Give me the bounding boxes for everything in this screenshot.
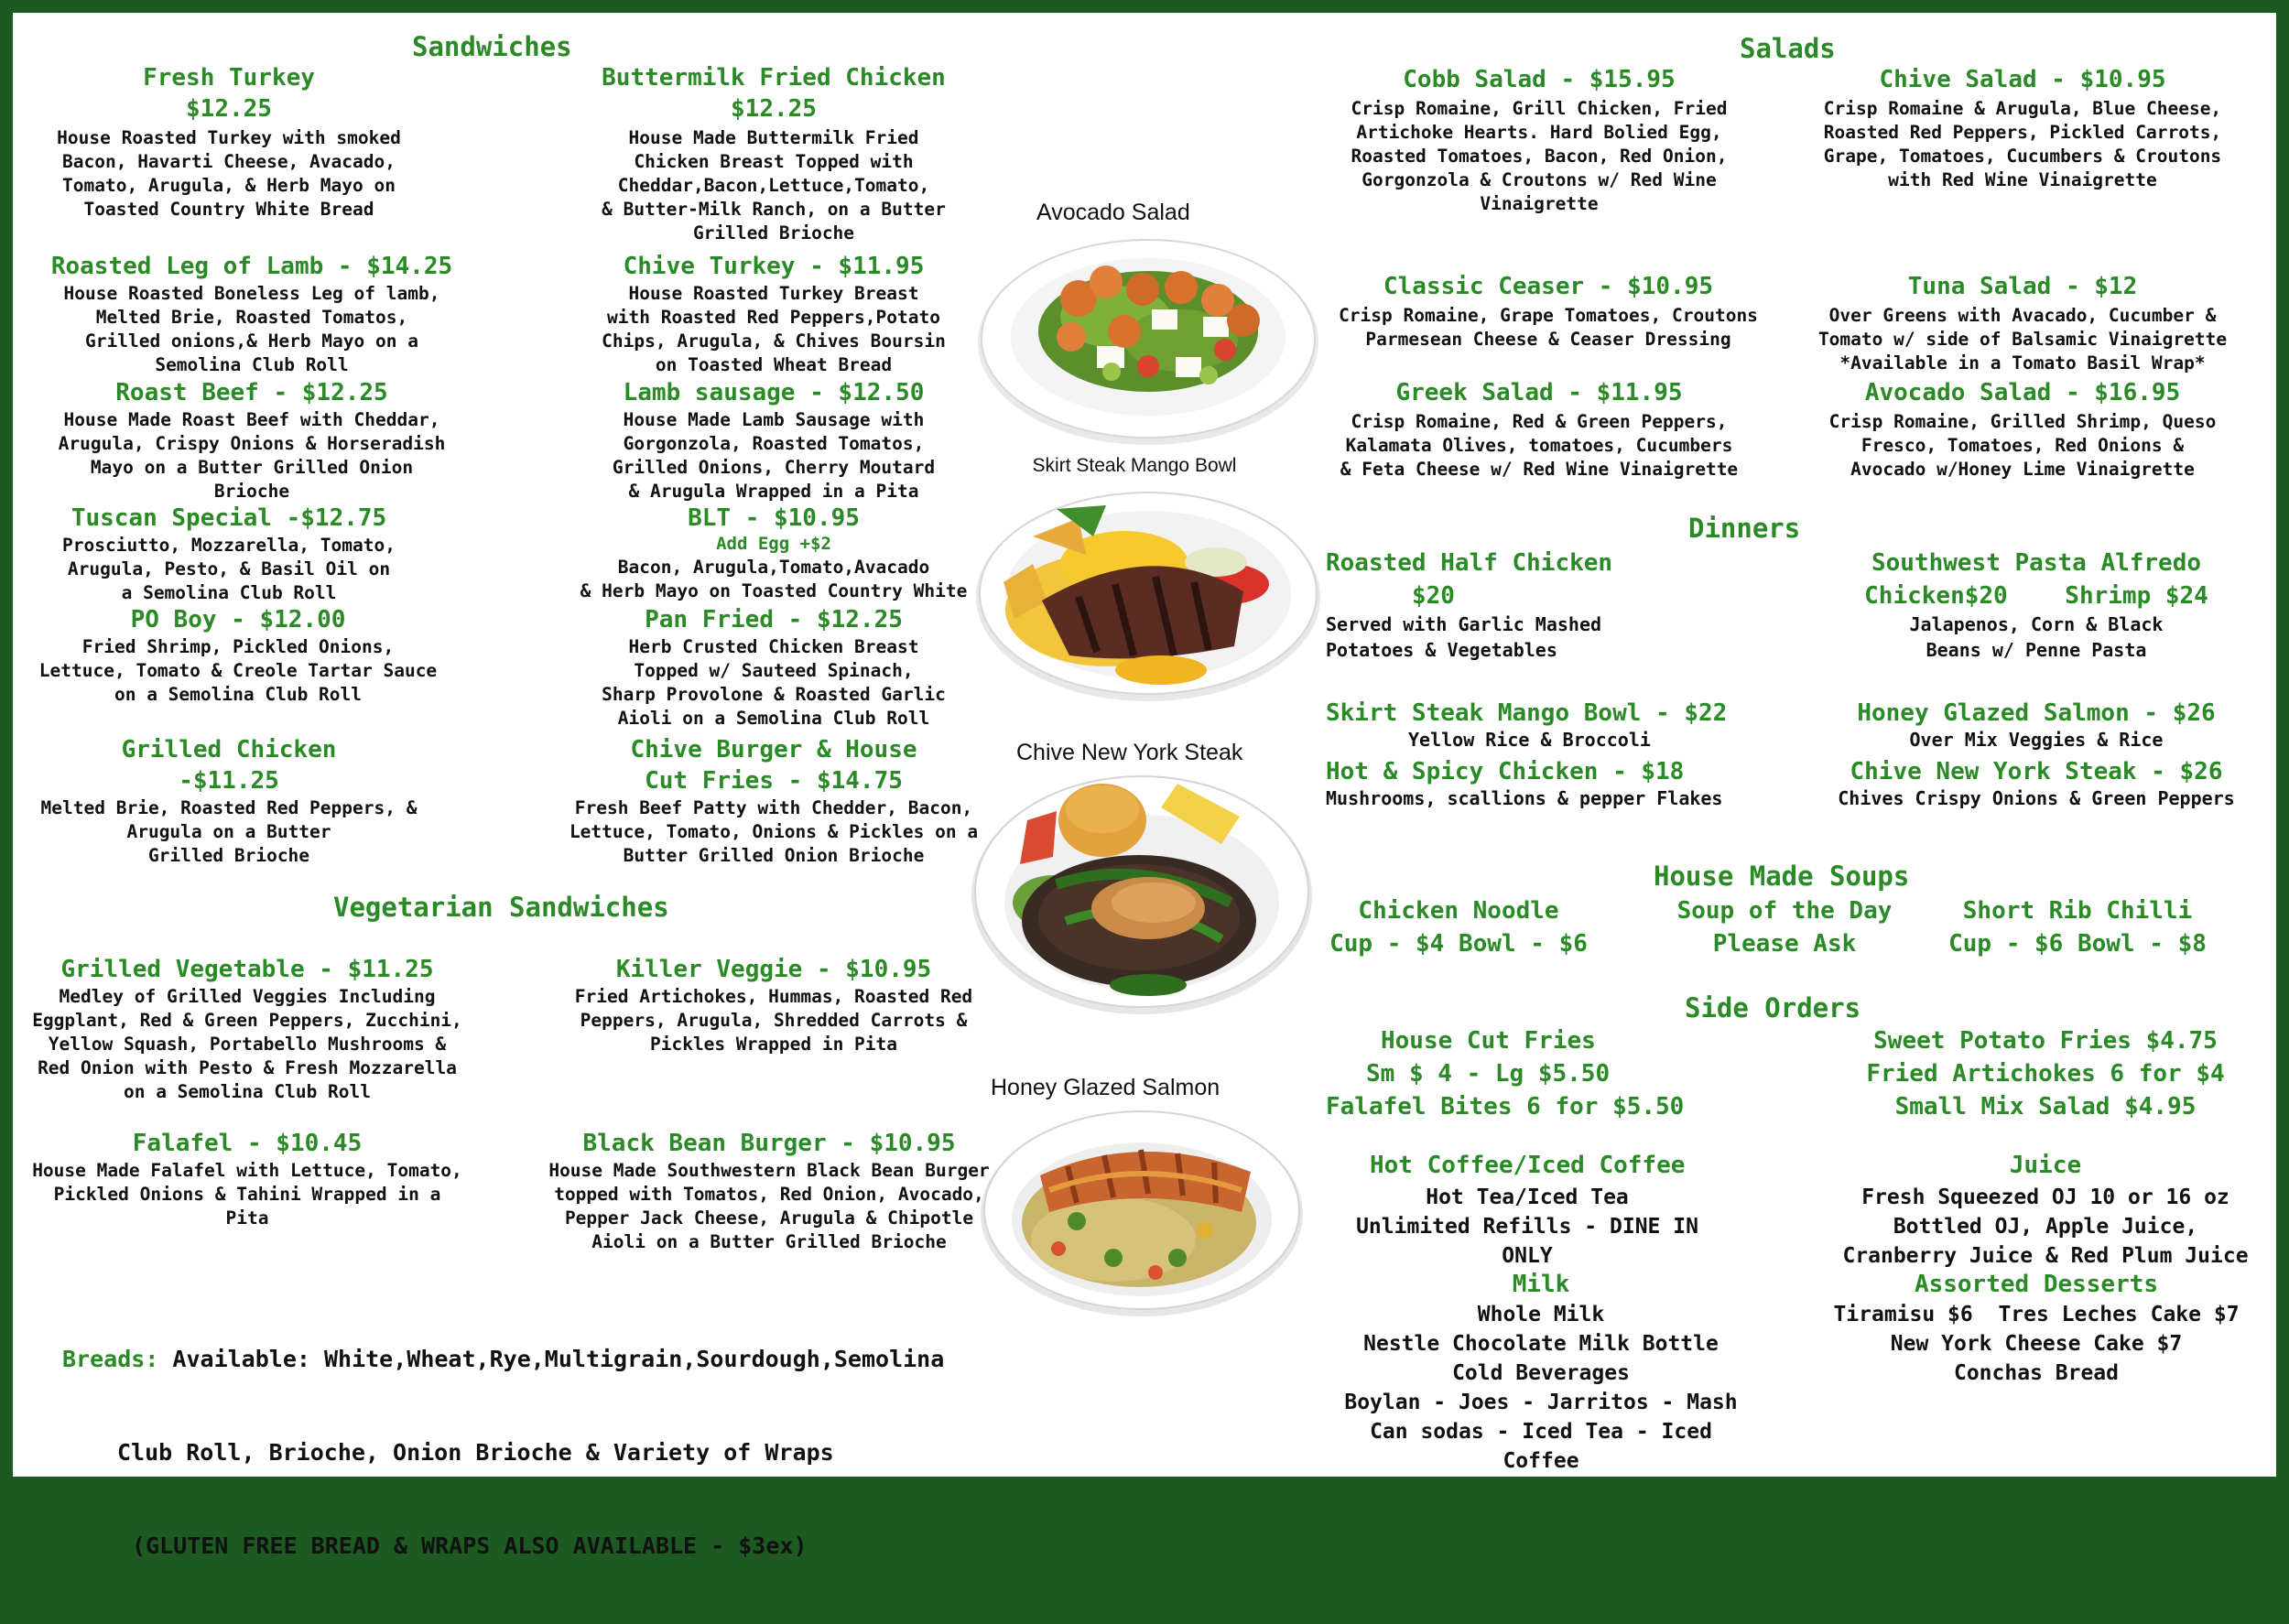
item-description: Crisp Romaine, Grilled Shrimp, Queso Fresco, Tomatoes, Red Onions & Avocado w/Honey Lime Vinaigrette [1828, 411, 2217, 480]
desserts-heading: Assorted Desserts [1914, 1271, 2159, 1298]
item-price: -$11.25 [179, 767, 279, 795]
menu-item-roasted-half-chicken [1326, 549, 1729, 663]
side-item: Sm $ 4 - Lg $5.50 [1366, 1060, 1611, 1088]
photo-label-salmon: Honey Glazed Salmon [991, 1075, 1220, 1100]
menu-item-chive-burger [559, 736, 989, 868]
item-price: $12.25 [186, 95, 272, 123]
breads-section [62, 1282, 944, 1624]
item-description: Crisp Romaine, Red & Green Peppers, Kalamata Olives, tomatoes, Cucumbers & Feta Cheese w/ Red Wine Vinaigrette [1340, 411, 1739, 480]
menu-item-tuscan-special [27, 504, 430, 605]
soup-name: Short Rib Chilli [1962, 897, 2193, 925]
item-name: Chive Turkey - $11.95 [623, 253, 925, 280]
item-name: Greek Salad - $11.95 [1395, 379, 1683, 406]
menu-item-roasted-leg-of-lamb [27, 253, 476, 377]
sides-heading: Side Orders [1685, 992, 1861, 1023]
coffee-section [1326, 1152, 1802, 1271]
item-description: Mushrooms, scallions & pepper Flakes [1326, 787, 1723, 809]
item-name: Killer Veggie - $10.95 [615, 956, 932, 983]
item-name: PO Boy - $12.00 [130, 606, 346, 633]
item-price: Chicken$20 Shrimp $24 [1864, 582, 2208, 610]
sides-right [1853, 1027, 2238, 1121]
item-price: $20 [1412, 582, 1455, 610]
salads-heading: Salads [1740, 33, 1836, 64]
menu-item-honey-glazed-salmon [1835, 699, 2238, 752]
item-description: Fried Shrimp, Pickled Onions, Lettuce, Tomato & Creole Tartar Sauce on a Semolina Club Roll [38, 636, 438, 705]
menu-item-falafel [27, 1130, 467, 1230]
item-description: Jalapenos, Corn & Black Beans w/ Penne Pasta [1909, 613, 2164, 661]
item-name: Classic Ceaser - $10.95 [1383, 273, 1714, 300]
item-name: BLT - $10.95 [688, 504, 860, 532]
breads-line-1: Available: White,Wheat,Rye,Multigrain,Sourdough,Semolina [158, 1346, 945, 1372]
menu-item-avocado-salad [1798, 379, 2247, 482]
item-name: Grilled Chicken [121, 736, 337, 763]
item-description: Yellow Rice & Broccoli [1408, 729, 1651, 751]
juice-lines: Fresh Squeezed OJ 10 or 16 oz Bottled OJ, Apple Juice, Cranberry Juice & Red Plum Juice [1842, 1186, 2249, 1268]
item-description: House Made Roast Beef with Cheddar, Arugula, Crispy Onions & Horseradish Mayo on a Butter Grilled Onion Brioche [58, 409, 446, 502]
item-description: House Made Falafel with Lettuce, Tomato, Pickled Onions & Tahini Wrapped in a Pita [32, 1160, 462, 1229]
soup-chicken-noodle [1326, 897, 1591, 958]
menu-item-roast-beef [27, 379, 476, 503]
item-description: Over Greens with Avacado, Cucumber & Tomato w/ side of Balsamic Vinaigrette *Available in a Tomato Basil Wrap* [1817, 305, 2228, 374]
milk-section [1326, 1271, 1756, 1476]
item-name: Chive Burger & House [630, 736, 917, 763]
item-description: House Made Lamb Sausage with Gorgonzola, Roasted Tomatos, Grilled Onions, Cherry Moutard & Arugula Wrapped in a Pita [612, 409, 936, 502]
menu-item-buttermilk-fried-chicken [568, 64, 980, 245]
side-item: Sweet Potato Fries $4.75 [1873, 1027, 2218, 1055]
soup-of-the-day [1652, 897, 1917, 958]
menu-item-grilled-vegetable [27, 956, 467, 1104]
item-description: Medley of Grilled Veggies Including Eggplant, Red & Green Peppers, Zucchini, Yellow Squash, Portabello Mushrooms & Red Onion with Pesto & Fresh Mozzarella on a Semolina Club Roll [32, 986, 462, 1102]
soup-name: Chicken Noodle [1358, 897, 1559, 925]
item-name: Pan Fried - $12.25 [645, 606, 903, 633]
salmon-plate-icon [976, 1102, 1307, 1320]
dinners-heading: Dinners [1688, 513, 1801, 544]
item-name: Lamb sausage - $12.50 [623, 379, 925, 406]
menu-item-chive-ny-steak [1835, 758, 2238, 811]
juice-section [1826, 1152, 2265, 1271]
vegetarian-heading: Vegetarian Sandwiches [333, 892, 669, 923]
menu-item-greek-salad [1324, 379, 1754, 482]
item-name: Grilled Vegetable - $11.25 [60, 956, 434, 983]
sides-left [1326, 1027, 1729, 1121]
new-york-steak-plate-icon [965, 765, 1318, 1020]
item-name: Cobb Salad - $15.95 [1403, 66, 1676, 93]
menu-item-chive-turkey [568, 253, 980, 377]
item-name: Avocado Salad - $16.95 [1864, 379, 2181, 406]
item-description: Prosciutto, Mozzarella, Tomato, Arugula, Pesto, & Basil Oil on a Semolina Club Roll [62, 535, 396, 603]
item-description: House Made Buttermilk Fried Chicken Breast Topped with Cheddar,Bacon,Lettuce,Tomato, & Butter-Milk Ranch, on a Butter Grilled Brioche [602, 127, 946, 244]
item-description: Bacon, Arugula,Tomato,Avacado & Herb Mayo on Toasted Country White [580, 557, 968, 601]
item-price: Cut Fries - $14.75 [645, 767, 903, 795]
item-name: Roast Beef - $12.25 [115, 379, 388, 406]
breads-line-2: Club Roll, Brioche, Onion Brioche & Variety of Wraps [117, 1439, 834, 1466]
photo-label-skirt-steak: Skirt Steak Mango Bowl [1032, 455, 1237, 476]
item-description: House Roasted Boneless Leg of lamb, Melted Brie, Roasted Tomatos, Grilled onions,& Herb Mayo on a Semolina Club Roll [63, 283, 440, 375]
photo-label-avocado-salad: Avocado Salad [1036, 200, 1190, 225]
item-name: Roasted Leg of Lamb - $14.25 [50, 253, 453, 280]
menu-item-skirt-steak-bowl [1326, 699, 1784, 752]
item-description: Herb Crusted Chicken Breast Topped w/ Sauteed Spinach, Sharp Provolone & Roasted Garlic Aioli on a Semolina Club Roll [602, 636, 946, 729]
skirt-steak-bowl-plate-icon [969, 482, 1328, 707]
item-name: Chive Salad - $10.95 [1879, 66, 2166, 93]
menu-page [13, 13, 2276, 1559]
milk-lines: Whole Milk Nestle Chocolate Milk Bottle Cold Beverages Boylan - Joes - Jarritos - Mash Can sodas - Iced Tea - Iced Coffee [1344, 1303, 1738, 1473]
menu-item-po-boy [27, 606, 449, 707]
item-description: Over Mix Veggies & Rice [1909, 729, 2164, 751]
avocado-salad-plate-icon [969, 229, 1328, 452]
menu-item-pan-fried [568, 606, 980, 731]
item-name: Falafel - $10.45 [132, 1130, 363, 1157]
menu-item-cobb-salad [1324, 66, 1754, 216]
side-item: House Cut Fries [1381, 1027, 1596, 1055]
item-name: Honey Glazed Salmon - $26 [1857, 699, 2216, 727]
menu-item-grilled-chicken [27, 736, 430, 868]
menu-item-killer-veggie [568, 956, 980, 1056]
menu-item-black-bean-burger [540, 1130, 998, 1254]
item-description: Crisp Romaine & Arugula, Blue Cheese, Roasted Red Peppers, Pickled Carrots, Grape, Tomatoes, Cucumbers & Croutons with Red Wine Vinaigrette [1823, 98, 2222, 190]
sandwiches-heading: Sandwiches [412, 31, 572, 62]
side-item: Falafel Bites 6 for $5.50 [1326, 1093, 1685, 1121]
breads-line-3: (GLUTEN FREE BREAD & WRAPS ALSO AVAILABLE - $3ex) [132, 1532, 808, 1559]
menu-item-hot-spicy-chicken [1326, 758, 1802, 811]
side-item: Small Mix Salad $4.95 [1894, 1093, 2197, 1121]
item-price: $12.25 [731, 95, 817, 123]
item-description: Served with Garlic Mashed Potatoes & Vegetables [1326, 613, 1602, 661]
menu-item-blt [568, 504, 980, 603]
item-description: Fresh Beef Patty with Chedder, Bacon, Lettuce, Tomato, Onions & Pickles on a Butter Grilled Onion Brioche [569, 797, 979, 866]
item-description: Chives Crispy Onions & Green Peppers [1838, 787, 2235, 809]
breads-label: Breads: [62, 1346, 159, 1372]
soup-price: Cup - $4 Bowl - $6 [1329, 930, 1588, 958]
item-name: Hot & Spicy Chicken - $18 [1326, 758, 1685, 785]
item-description: House Roasted Turkey Breast with Roasted Red Peppers,Potato Chips, Arugula, & Chives Boursin on Toasted Wheat Bread [602, 283, 946, 375]
menu-item-classic-ceaser [1324, 273, 1773, 352]
item-name: Roasted Half Chicken [1326, 549, 1613, 577]
side-item: Fried Artichokes 6 for $4 [1866, 1060, 2225, 1088]
item-description: Crisp Romaine, Grape Tomatoes, Croutons Parmesean Cheese & Ceaser Dressing [1339, 305, 1758, 350]
soup-name: Soup of the Day [1676, 897, 1893, 925]
menu-item-southwest-pasta [1835, 549, 2238, 663]
item-description: Fried Artichokes, Hummas, Roasted Red Peppers, Arugula, Shredded Carrots & Pickles Wrapped in Pita [574, 986, 973, 1055]
menu-item-chive-salad [1798, 66, 2247, 192]
item-name: Tuna Salad - $12 [1907, 273, 2138, 300]
item-addon-note: Add Egg +$2 [716, 534, 831, 554]
item-name: Black Bean Burger - $10.95 [582, 1130, 956, 1157]
item-description: House Roasted Turkey with smoked Bacon, Havarti Cheese, Avacado, Tomato, Arugula, & Herb Mayo on Toasted Country White Bread [57, 127, 401, 220]
coffee-heading: Hot Coffee/Iced Coffee [1370, 1152, 1686, 1179]
menu-item-tuna-salad [1798, 273, 2247, 375]
item-description: Melted Brie, Roasted Red Peppers, & Arugula on a Butter Grilled Brioche [40, 797, 418, 866]
desserts-lines: Tiramisu $6 Tres Leches Cake $7 New York Cheese Cake $7 Conchas Bread [1833, 1303, 2240, 1385]
coffee-lines: Hot Tea/Iced Tea Unlimited Refills - DINE IN ONLY [1356, 1186, 1698, 1268]
item-name: Chive New York Steak - $26 [1850, 758, 2223, 785]
item-name: Fresh Turkey [143, 64, 315, 92]
menu-item-lamb-sausage [568, 379, 980, 503]
photo-label-ny-steak: Chive New York Steak [1016, 740, 1243, 765]
soup-price: Cup - $6 Bowl - $8 [1948, 930, 2207, 958]
desserts-section [1826, 1271, 2247, 1388]
item-name: Buttermilk Fried Chicken [602, 64, 946, 92]
soup-short-rib-chilli [1945, 897, 2210, 958]
menu-item-fresh-turkey [27, 64, 430, 222]
soup-price: Please Ask [1712, 930, 1857, 958]
item-name: Southwest Pasta Alfredo [1871, 549, 2202, 577]
milk-heading: Milk [1512, 1271, 1570, 1298]
soups-heading: House Made Soups [1654, 861, 1910, 892]
item-name: Skirt Steak Mango Bowl - $22 [1326, 699, 1728, 727]
item-description: Crisp Romaine, Grill Chicken, Fried Artichoke Hearts. Hard Bolied Egg, Roasted Tomatoes, Bacon, Red Onion, Gorgonzola & Croutons w/ Red Wine Vinaigrette [1351, 98, 1728, 214]
item-description: House Made Southwestern Black Bean Burger topped with Tomatos, Red Onion, Avocado, Pepper Jack Cheese, Arugula & Chipotle Aioli on a Butter Grilled Brioche [548, 1160, 990, 1252]
item-name: Tuscan Special -$12.75 [71, 504, 387, 532]
juice-heading: Juice [2009, 1152, 2082, 1179]
